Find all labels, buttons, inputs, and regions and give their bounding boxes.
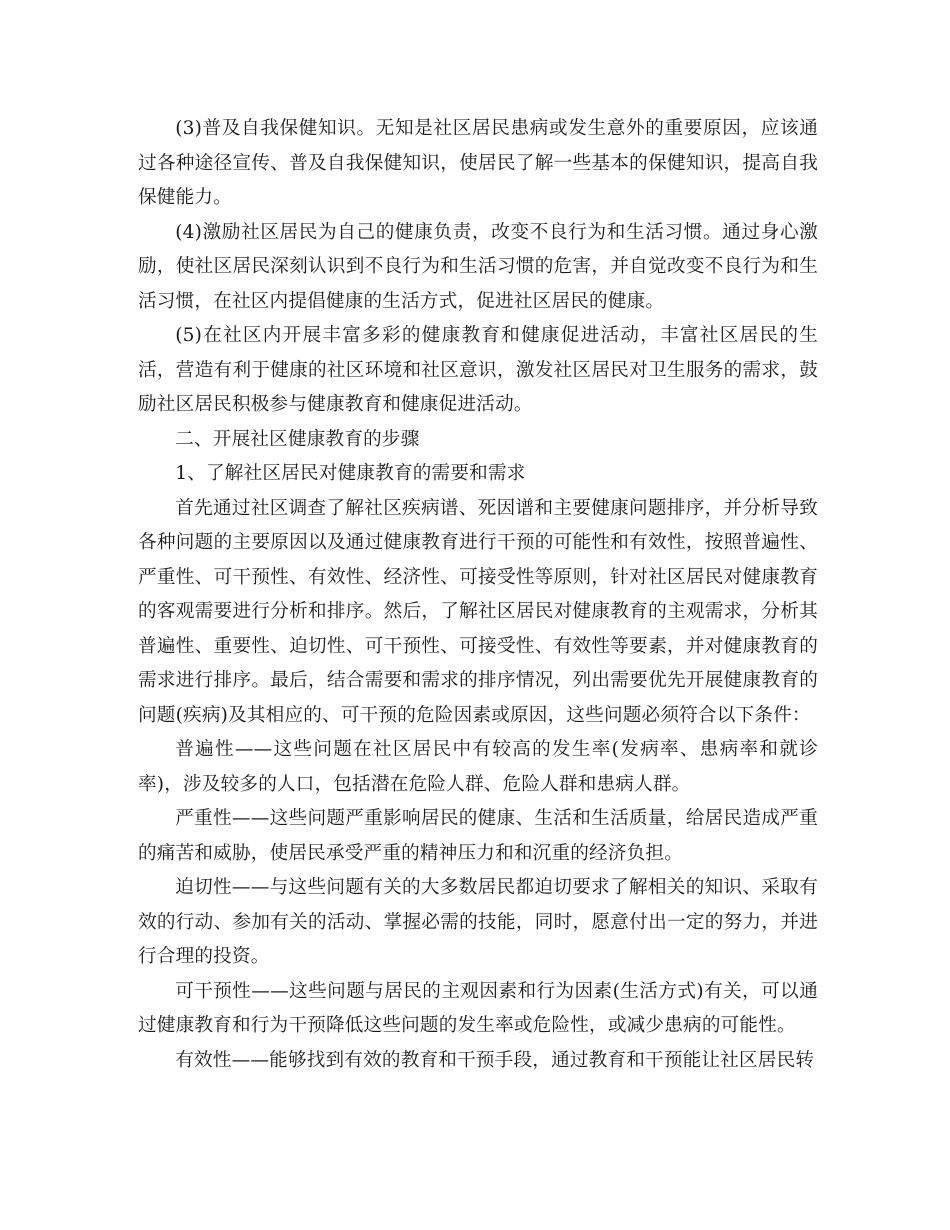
paragraph-effectiveness: 有效性——能够找到有效的教育和干预手段，通过教育和干预能让社区居民转 xyxy=(175,1049,815,1071)
paragraph-encourage-responsibility: (4)激励社区居民为自己的健康负责，改变不良行为和生活习惯。通过身心激励，使社区居民深刻认识到不良行为和生活习惯的危害，并自觉改变不良行为和生活习惯，在社区内提倡健康的生活方式，促进社区居民的健康。 xyxy=(138,221,818,312)
paragraph-severity: 严重性——这些问题严重影响居民的健康、生活和生活质量，给居民造成严重的痛苦和威胁，使居民承受严重的精神压力和和沉重的经济负担。 xyxy=(138,808,818,864)
paragraph-community-activities: (5)在社区内开展丰富多彩的健康教育和健康促进活动，丰富社区居民的生活，营造有利于健康的社区环境和社区意识，激发社区居民对卫生服务的需求，鼓励社区居民积极参与健康教育和健康促进活动。 xyxy=(138,325,818,415)
paragraph-universality: 普遍性——这些问题在社区居民中有较高的发生率(发病率、患病率和就诊率)，涉及较多的人口，包括潜在危险人群、危险人群和患病人群。 xyxy=(138,739,818,795)
section-heading-steps: 二、开展社区健康教育的步骤 xyxy=(175,428,420,450)
paragraph-urgency: 迫切性——与这些问题有关的大多数居民都迫切要求了解相关的知识、采取有效的行动、参加有关的活动、掌握必需的技能，同时，愿意付出一定的努力，并进行合理的投资。 xyxy=(138,877,818,967)
paragraph-intervenability: 可干预性——这些问题与居民的主观因素和行为因素(生活方式)有关，可以通过健康教育和行为干预降低这些问题的发生率或危险性，或减少患病的可能性。 xyxy=(138,980,818,1036)
document-body xyxy=(138,112,818,1078)
paragraph-self-care-knowledge: (3)普及自我保健知识。无知是社区居民患病或发生意外的重要原因，应该通过各种途径宣传、普及自我保健知识，使居民了解一些基本的保健知识，提高自我保健能力。 xyxy=(138,118,818,208)
subsection-heading-needs: 1、了解社区居民对健康教育的需要和需求 xyxy=(175,463,526,484)
paragraph-needs-analysis: 首先通过社区调查了解社区疾病谱、死因谱和主要健康问题排序，并分析导致各种问题的主要原因以及通过健康教育进行干预的可能性和有效性，按照普遍性、严重性、可干预性、有效性、经济性、可接受性等原则，针对社区居民对健康教育的客观需要进行分析和排序。然后，了解社区居民对健康教育的主观需求，分析其普遍性、重要性、迫切性、可干预性、可接受性、有效性等要素，并对健康教育的需求进行排序。最后，结合需要和需求的排序情况，列出需要优先开展健康教育的问题(疾病)及其相应的、可干预的危险因素或原因，这些问题必须符合以下条件： xyxy=(138,497,818,726)
